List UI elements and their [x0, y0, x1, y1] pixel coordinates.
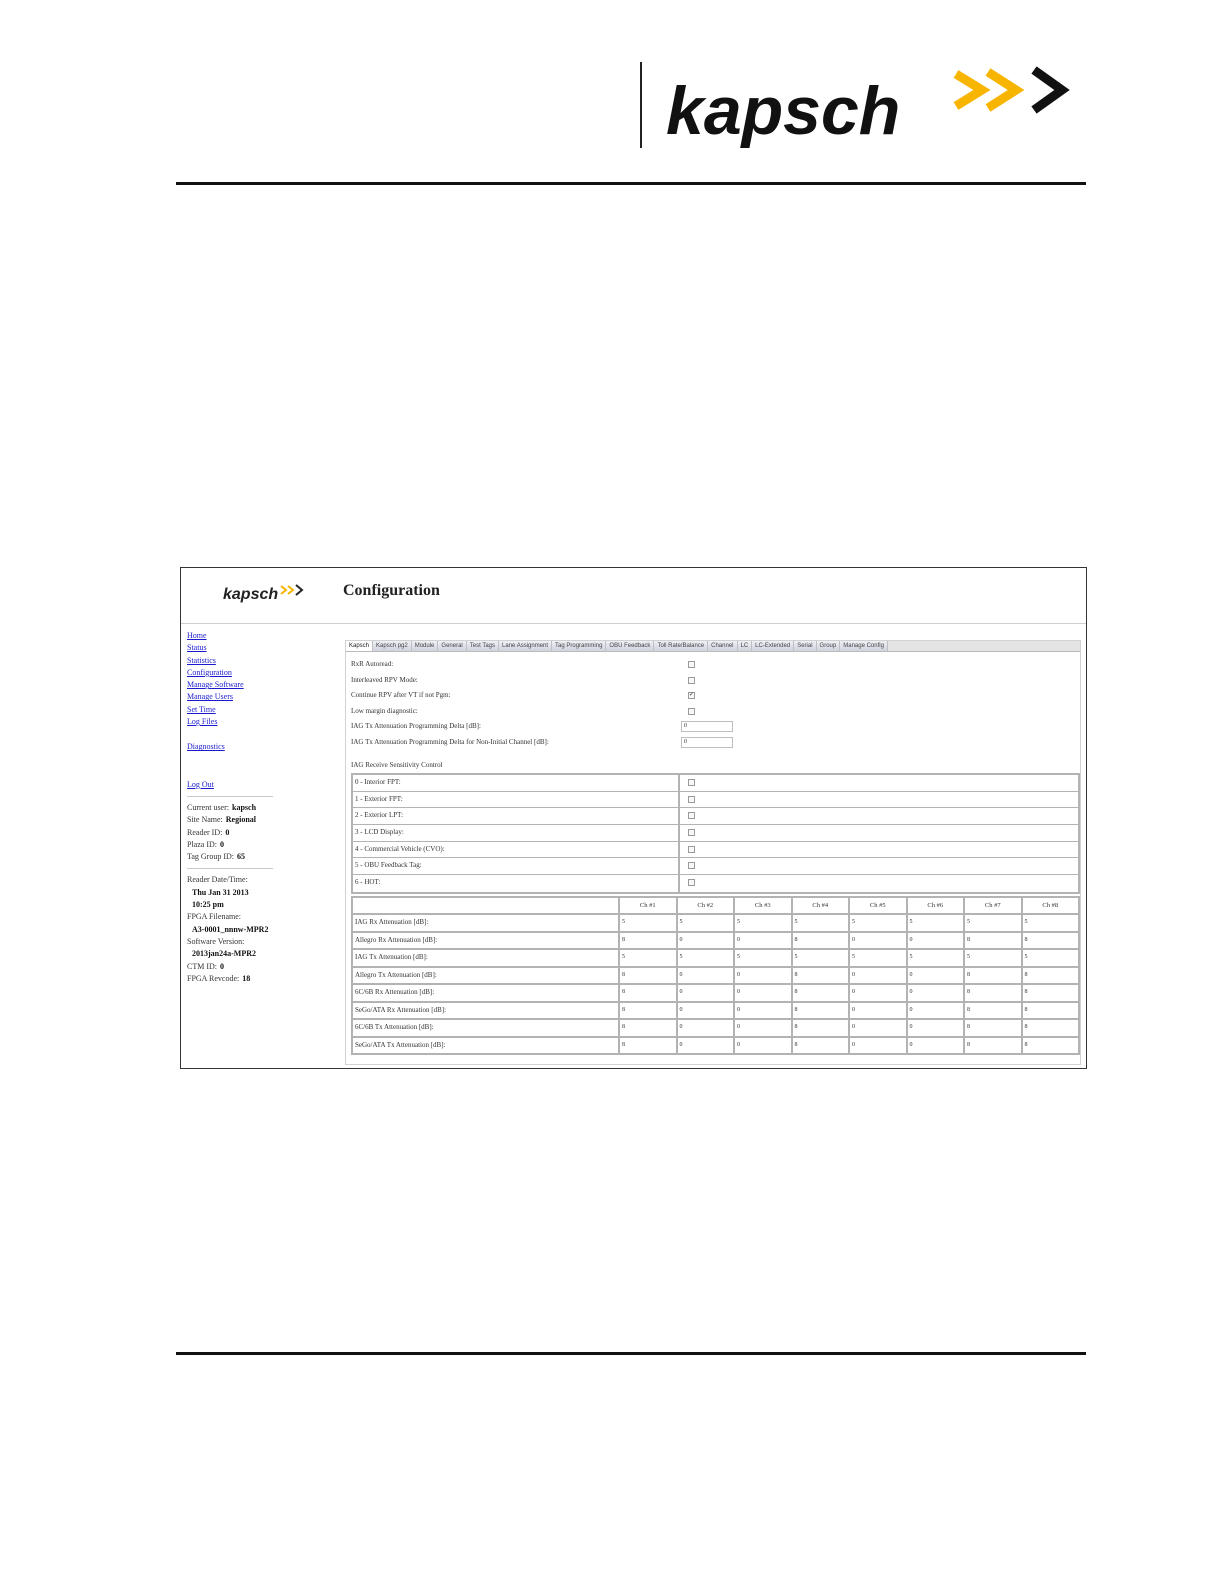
attenuation-input[interactable]: 5: [1022, 914, 1080, 932]
info-ctm-id: [187, 961, 277, 973]
attenuation-input[interactable]: 8: [792, 1019, 850, 1037]
attenuation-input[interactable]: 0: [734, 932, 792, 950]
attenuation-input[interactable]: 0: [907, 932, 965, 950]
attenuation-row-label: 6C/6B Rx Attenuation [dB]:: [352, 984, 619, 1002]
sensitivity-cell: [680, 775, 1078, 791]
attenuation-input[interactable]: 8: [1022, 932, 1080, 950]
attenuation-input[interactable]: 8: [792, 967, 850, 985]
attenuation-input[interactable]: 8: [1022, 984, 1080, 1002]
info-software-version: [187, 936, 277, 961]
setting-label: RxR Autoread:: [351, 660, 394, 668]
sensitivity-checkbox[interactable]: [688, 862, 695, 869]
sidebar-divider: [187, 796, 273, 797]
info-value: kapsch: [232, 802, 257, 812]
setting-row: [351, 719, 1077, 735]
attenuation-body: [352, 914, 1079, 1054]
attenuation-input[interactable]: 0: [734, 1037, 792, 1055]
sensitivity-row: [353, 825, 1078, 842]
attenuation-input[interactable]: 0: [907, 967, 965, 985]
sensitivity-checkbox[interactable]: [688, 829, 695, 836]
mini-chevron-1: [281, 586, 286, 594]
attenuation-input[interactable]: 5: [1022, 949, 1080, 967]
attenuation-input[interactable]: 0: [849, 967, 907, 985]
attenuation-input[interactable]: 5: [619, 949, 677, 967]
info-value: 0: [220, 961, 224, 971]
info-label: Reader ID:: [187, 827, 223, 837]
logo-chevron-3: [1034, 70, 1062, 110]
info-fpga-filename: [187, 911, 277, 936]
mini-chevron-3: [296, 585, 302, 595]
attenuation-input[interactable]: 5: [849, 949, 907, 967]
sensitivity-cell: [680, 792, 1078, 808]
setting-row: [351, 673, 1077, 689]
info-label: FPGA Revcode:: [187, 973, 240, 983]
sensitivity-label: 1 - Exterior FPT:: [353, 792, 680, 808]
sensitivity-checkbox[interactable]: [688, 796, 695, 803]
tab-manage-config[interactable]: Manage Config: [840, 641, 888, 651]
attenuation-input[interactable]: 5: [964, 914, 1022, 932]
attenuation-input[interactable]: 5: [849, 914, 907, 932]
nav-spacer: [187, 728, 277, 741]
attenuation-input[interactable]: 5: [964, 949, 1022, 967]
sidebar: [187, 630, 277, 985]
column-header-ch-2: Ch #2: [677, 897, 735, 915]
attenuation-input[interactable]: 0: [677, 984, 735, 1002]
attenuation-row-label: SeGo/ATA Tx Attenuation [dB]:: [352, 1037, 619, 1055]
info-label: Site Name:: [187, 815, 223, 825]
attenuation-input[interactable]: 0: [907, 1037, 965, 1055]
tab-toll-rate-balance[interactable]: Toll Rate/Balance: [654, 641, 708, 651]
info-reader-id: [187, 827, 277, 839]
page-title: Configuration: [343, 582, 440, 599]
info-value: 18: [242, 973, 251, 983]
attenuation-input[interactable]: 8: [964, 1019, 1022, 1037]
attenuation-input[interactable]: 0: [734, 1019, 792, 1037]
attenuation-input[interactable]: 5: [734, 949, 792, 967]
setting-checkbox[interactable]: [688, 708, 695, 715]
sensitivity-label: 4 - Commercial Vehicle (CVO):: [353, 842, 680, 858]
tab-lc-extended[interactable]: LC-Extended: [752, 641, 794, 651]
attenuation-row: [352, 932, 1079, 950]
attenuation-row-label: Allegro Rx Attenuation [dB]:: [352, 932, 619, 950]
attenuation-input[interactable]: 0: [677, 1037, 735, 1055]
nav-statistics[interactable]: Statistics: [187, 655, 216, 665]
sensitivity-table: [351, 773, 1080, 894]
info-label: Software Version:: [187, 936, 245, 946]
attenuation-row: [352, 1002, 1079, 1020]
tab-test-tags[interactable]: Test Tags: [467, 641, 499, 651]
sensitivity-checkbox[interactable]: [688, 846, 695, 853]
attenuation-input[interactable]: 0: [849, 1002, 907, 1020]
web-ui-screenshot: [180, 567, 1087, 1069]
sidebar-divider: [187, 868, 273, 869]
attenuation-input[interactable]: 5: [907, 949, 965, 967]
sensitivity-row: [353, 775, 1078, 792]
attenuation-input[interactable]: 0: [677, 1002, 735, 1020]
sensitivity-row: [353, 875, 1078, 892]
attenuation-input[interactable]: 8: [964, 1002, 1022, 1020]
attenuation-input[interactable]: 8: [1022, 1002, 1080, 1020]
info-value: 65: [236, 852, 245, 862]
attenuation-input[interactable]: 8: [964, 984, 1022, 1002]
attenuation-input[interactable]: 0: [734, 984, 792, 1002]
attenuation-input[interactable]: 0: [677, 1019, 735, 1037]
kapsch-logo: [664, 62, 1074, 152]
attenuation-input[interactable]: 8: [964, 932, 1022, 950]
attenuation-input[interactable]: 0: [849, 932, 907, 950]
sensitivity-cell: [680, 808, 1078, 824]
attenuation-input[interactable]: 8: [964, 1037, 1022, 1055]
info-fpga-revcode: [187, 973, 277, 985]
attenuation-row-label: IAG Tx Attenuation [dB]:: [352, 949, 619, 967]
input-settings: [351, 719, 1077, 750]
sensitivity-cell: [680, 825, 1078, 841]
attenuation-input[interactable]: 5: [619, 914, 677, 932]
tab-channel[interactable]: Channel: [708, 641, 737, 651]
tab-general[interactable]: General: [438, 641, 466, 651]
sensitivity-label: 5 - OBU Feedback Tag:: [353, 858, 680, 874]
tab-group[interactable]: Group: [817, 641, 841, 651]
column-header-ch-8: Ch #8: [1022, 897, 1080, 915]
info-site-name: [187, 814, 277, 826]
mini-logo-text: kapsch: [223, 586, 279, 603]
attenuation-input[interactable]: 5: [677, 949, 735, 967]
attenuation-input[interactable]: 8: [1022, 1019, 1080, 1037]
setting-label: IAG Tx Attenuation Programming Delta [dB]:: [351, 722, 481, 730]
setting-input[interactable]: 0: [681, 737, 733, 748]
sensitivity-checkbox[interactable]: [688, 879, 695, 886]
kapsch-logo-text: kapsch: [666, 73, 901, 149]
sensitivity-label: 0 - Interior FPT:: [353, 775, 680, 791]
sensitivity-label: 3 - LCD Display:: [353, 825, 680, 841]
nav-manage-users[interactable]: Manage Users: [187, 692, 233, 702]
info-value: A3-0001_nnnw-MPR2: [192, 924, 269, 934]
attenuation-input[interactable]: 8: [619, 932, 677, 950]
info-label: Tag Group ID:: [187, 852, 234, 862]
attenuation-input[interactable]: 8: [619, 1019, 677, 1037]
setting-row: [351, 704, 1077, 720]
info-label: FPGA Filename:: [187, 912, 242, 922]
setting-checkbox[interactable]: ✓: [689, 692, 695, 698]
tab-lane-assignment[interactable]: Lane Assignment: [499, 641, 552, 651]
attenuation-input[interactable]: 8: [619, 1037, 677, 1055]
column-header-ch-3: Ch #3: [734, 897, 792, 915]
sensitivity-cell: [680, 875, 1078, 892]
attenuation-input[interactable]: 5: [907, 914, 965, 932]
screen-header: [181, 568, 1086, 624]
info-value: Regional: [225, 815, 257, 825]
attenuation-input[interactable]: 8: [619, 1002, 677, 1020]
attenuation-input[interactable]: 5: [792, 949, 850, 967]
setting-row: [351, 735, 1077, 751]
footer-rule: [176, 1352, 1086, 1355]
sensitivity-cell: [680, 842, 1078, 858]
column-header-ch-6: Ch #6: [907, 897, 965, 915]
attenuation-row: [352, 1019, 1079, 1037]
info-value: 2013jan24a-MPR2: [192, 949, 256, 959]
attenuation-row: [352, 949, 1079, 967]
tab-serial[interactable]: Serial: [794, 641, 816, 651]
setting-checkbox[interactable]: [688, 661, 695, 668]
setting-row: [351, 688, 1077, 704]
setting-row: [351, 657, 1077, 673]
info-value: 0: [220, 839, 224, 849]
config-form: [351, 657, 1077, 1055]
attenuation-input[interactable]: 8: [619, 967, 677, 985]
attenuation-row-label: 6C/6B Tx Attenuation [dB]:: [352, 1019, 619, 1037]
logo-chevron-2: [988, 72, 1016, 108]
attenuation-input[interactable]: 8: [792, 984, 850, 1002]
info-current-user: [187, 802, 277, 814]
nav-home[interactable]: Home: [187, 631, 207, 640]
sensitivity-checkbox[interactable]: [688, 779, 695, 786]
sensitivity-label: 6 - HOT:: [353, 875, 680, 892]
attenuation-header-row: [352, 897, 1079, 915]
info-label: Current user:: [187, 802, 229, 812]
config-panel: [345, 640, 1081, 1065]
kapsch-mini-logo: [221, 580, 311, 606]
sensitivity-title: IAG Receive Sensitivity Control: [351, 761, 443, 769]
attenuation-row: [352, 914, 1079, 932]
tab-kapsch[interactable]: Kapsch: [346, 641, 373, 651]
attenuation-row-label: IAG Rx Attenuation [dB]:: [352, 914, 619, 932]
attenuation-input[interactable]: 5: [677, 914, 735, 932]
info-value: 10:25 pm: [192, 900, 224, 910]
attenuation-input[interactable]: 8: [964, 967, 1022, 985]
attenuation-input[interactable]: 8: [619, 984, 677, 1002]
attenuation-input[interactable]: 8: [792, 1037, 850, 1055]
attenuation-input[interactable]: 0: [677, 932, 735, 950]
setting-label: IAG Tx Attenuation Programming Delta for Non-Initial Channel [dB]:: [351, 737, 549, 746]
tab-module[interactable]: Module: [412, 641, 439, 651]
sensitivity-row: [353, 792, 1078, 809]
attenuation-input[interactable]: 8: [792, 932, 850, 950]
column-header-ch-5: Ch #5: [849, 897, 907, 915]
mini-chevron-2: [288, 586, 293, 594]
attenuation-input[interactable]: 0: [849, 984, 907, 1002]
setting-label: Interleaved RPV Mode:: [351, 675, 418, 684]
attenuation-row-label: Allegro Tx Attenuation [dB]:: [352, 967, 619, 985]
column-header-ch-4: Ch #4: [792, 897, 850, 915]
checkbox-settings: [351, 657, 1077, 719]
sensitivity-cell: [680, 858, 1078, 874]
column-header-ch-1: Ch #1: [619, 897, 677, 915]
logout-link[interactable]: Log Out: [187, 779, 214, 789]
attenuation-input[interactable]: 0: [907, 1002, 965, 1020]
attenuation-input[interactable]: 0: [849, 1037, 907, 1055]
attenuation-input[interactable]: 5: [792, 914, 850, 932]
tab-kapsch-pg2[interactable]: Kapsch pg2: [373, 641, 412, 651]
info-label: Reader Date/Time:: [187, 875, 248, 885]
logo-chevron-1: [956, 74, 982, 106]
info-tag-group-id: [187, 851, 277, 863]
header-divider: [640, 62, 642, 148]
nav-status[interactable]: Status: [187, 643, 207, 653]
info-reader-datetime: [187, 874, 277, 911]
nav-manage-software[interactable]: Manage Software: [187, 680, 244, 690]
attenuation-input[interactable]: 0: [677, 967, 735, 985]
nav-configuration[interactable]: Configuration: [187, 667, 232, 677]
sensitivity-row: [353, 842, 1078, 859]
attenuation-input[interactable]: 5: [734, 914, 792, 932]
attenuation-input[interactable]: 0: [734, 1002, 792, 1020]
nav-diagnostics[interactable]: Diagnostics: [187, 742, 225, 752]
attenuation-input[interactable]: 0: [849, 1019, 907, 1037]
attenuation-row: [352, 1037, 1079, 1055]
attenuation-corner-cell: [352, 897, 619, 915]
info-value: 0: [225, 827, 230, 837]
sensitivity-checkbox[interactable]: [688, 812, 695, 819]
attenuation-input[interactable]: 0: [907, 1019, 965, 1037]
tab-bar: [346, 641, 1080, 652]
attenuation-input[interactable]: 8: [792, 1002, 850, 1020]
nav-set-time[interactable]: Set Time: [187, 704, 216, 714]
setting-label: Low margin diagnostic:: [351, 706, 418, 715]
header-rule: [176, 182, 1086, 185]
nav-log-files[interactable]: Log Files: [187, 717, 218, 727]
tab-lc[interactable]: LC: [738, 641, 753, 651]
sensitivity-row: [353, 808, 1078, 825]
attenuation-input[interactable]: 8: [1022, 967, 1080, 985]
info-label: CTM ID:: [187, 961, 217, 971]
sensitivity-row: [353, 858, 1078, 875]
info-label: Plaza ID:: [187, 839, 217, 849]
setting-input[interactable]: 0: [681, 721, 733, 732]
tab-tag-programming[interactable]: Tag Programming: [552, 641, 606, 651]
attenuation-row: [352, 967, 1079, 985]
info-value: Thu Jan 31 2013: [192, 887, 249, 897]
tab-obu-feedback[interactable]: OBU Feedback: [606, 641, 654, 651]
attenuation-row-label: SeGo/ATA Rx Attenuation [dB]:: [352, 1002, 619, 1020]
info-plaza-id: [187, 839, 277, 851]
setting-checkbox[interactable]: [688, 677, 695, 684]
sensitivity-label: 2 - Exterior LPT:: [353, 808, 680, 824]
setting-label: Continue RPV after VT if not Pgm:: [351, 691, 451, 699]
attenuation-input[interactable]: 8: [1022, 1037, 1080, 1055]
column-header-ch-7: Ch #7: [964, 897, 1022, 915]
attenuation-table: [351, 896, 1080, 1056]
attenuation-input[interactable]: 0: [907, 984, 965, 1002]
attenuation-input[interactable]: 0: [734, 967, 792, 985]
attenuation-row: [352, 984, 1079, 1002]
nav-spacer: [187, 754, 277, 779]
